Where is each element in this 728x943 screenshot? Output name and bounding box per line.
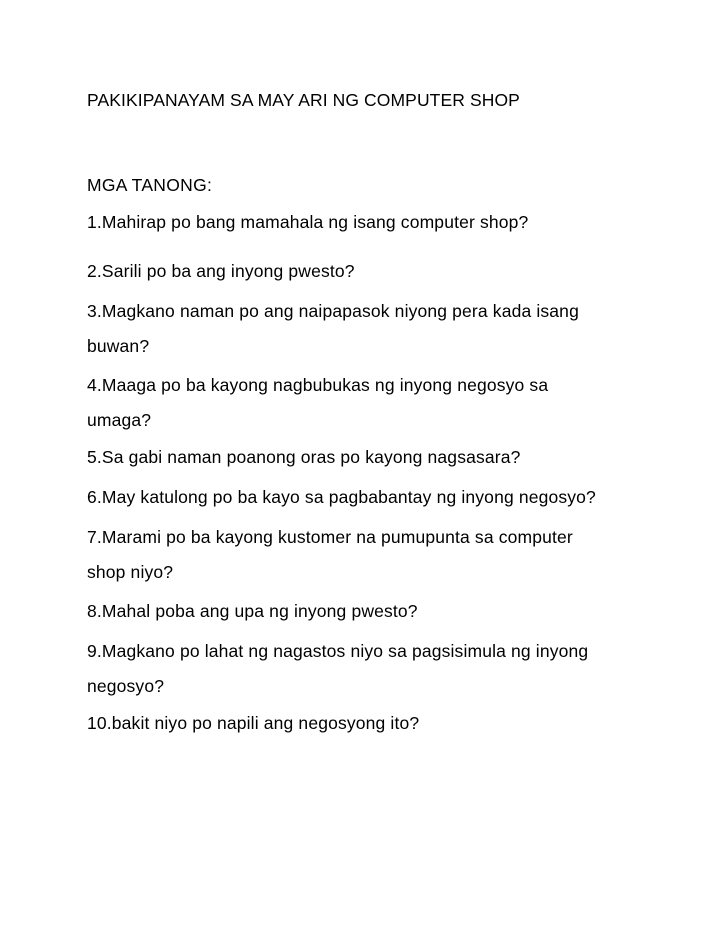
question-item [87, 520, 667, 590]
question-item [87, 440, 667, 475]
question-item [87, 368, 667, 438]
question-item [87, 254, 667, 289]
question-line: negosyo? [87, 676, 165, 696]
question-line: buwan? [87, 336, 150, 356]
question-line: 3.Magkano naman po ang naipapasok niyong pera kada isang [87, 301, 579, 321]
question-item [87, 634, 667, 704]
question-item [87, 480, 667, 515]
question-line: 5.Sa gabi naman poanong oras po kayong nagsasara? [87, 447, 521, 467]
document-title: PAKIKIPANAYAM SA MAY ARI NG COMPUTER SHOP [87, 90, 520, 110]
question-line: 1.Mahirap po bang mamahala ng isang computer shop? [87, 212, 529, 232]
question-item [87, 706, 667, 741]
question-item [87, 205, 667, 240]
question-item [87, 594, 667, 629]
question-line: shop niyo? [87, 562, 174, 582]
question-line: 8.Mahal poba ang upa ng inyong pwesto? [87, 601, 418, 621]
question-line: umaga? [87, 410, 152, 430]
questions-heading: MGA TANONG: [87, 175, 213, 195]
question-line: 4.Maaga po ba kayong nagbubukas ng inyong negosyo sa [87, 375, 549, 395]
question-line: 7.Marami po ba kayong kustomer na pumupunta sa computer [87, 527, 573, 547]
question-line: 2.Sarili po ba ang inyong pwesto? [87, 261, 355, 281]
question-line: 6.May katulong po ba kayo sa pagbabantay ng inyong negosyo? [87, 487, 596, 507]
question-item [87, 294, 667, 364]
question-line: 9.Magkano po lahat ng nagastos niyo sa pagsisimula ng inyong [87, 641, 589, 661]
question-line: 10.bakit niyo po napili ang negosyong ito? [87, 713, 420, 733]
